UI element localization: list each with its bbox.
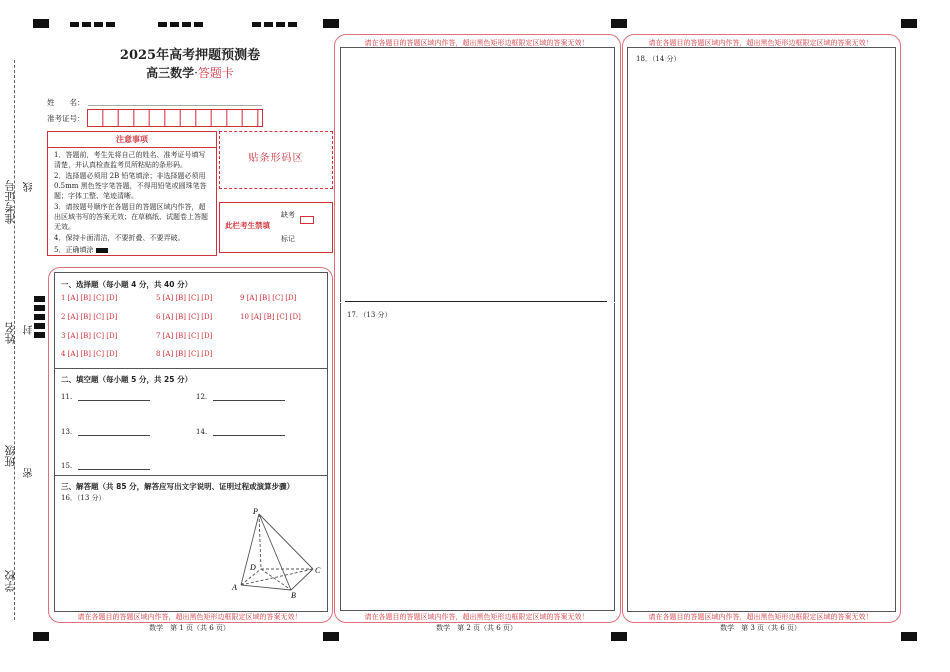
side-feng-label: 封 xyxy=(24,325,35,335)
side-xian-label: 线 xyxy=(24,182,35,192)
notice-item: 3．请按题号顺序在各题目的答题区域内作答，超出区域书写的答案无效；在草稿纸、试题卷上答题无效。 xyxy=(54,203,208,231)
side-school-label: 学校 xyxy=(4,570,17,592)
edge-ab xyxy=(241,585,291,590)
timing-mark xyxy=(252,22,298,27)
choice-q4[interactable]: 4 [A] [B] [C] [D] xyxy=(61,350,118,358)
timing-mark xyxy=(901,19,917,28)
notice-item: 1．答题前，考生先将自己的姓名、准考证号填写清楚，并认真检查监考员所粘贴的条形码。 xyxy=(54,151,206,169)
timing-mark xyxy=(323,632,339,641)
fill-q14[interactable] xyxy=(196,428,285,436)
notice-box xyxy=(47,131,217,256)
page2-warning-top: 请在各题目的答题区域内作答，超出黑色矩形边框限定区域的答案无效！ xyxy=(364,39,589,47)
barcode-label: 贴条形码区 xyxy=(248,153,304,164)
fill-title: 二、填空题（每小题 5 分，共 25 分） xyxy=(61,375,193,384)
timing-mark xyxy=(611,19,627,28)
q17-answer-area[interactable] xyxy=(340,303,615,611)
absent-box xyxy=(219,202,333,253)
timing-mark xyxy=(901,632,917,641)
name-field[interactable] xyxy=(88,105,262,106)
q17-label: 17．（13 分） xyxy=(347,311,392,319)
side-id-label: 准考证号 xyxy=(4,180,17,224)
timing-mark xyxy=(158,22,204,27)
fill-q15[interactable] xyxy=(61,462,150,470)
solve-title: 三、解答题（共 85 分，解答应写出文字说明、证明过程或演算步骤） xyxy=(61,482,295,491)
choice-q8[interactable]: 8 [A] [B] [C] [D] xyxy=(156,350,213,358)
timing-mark xyxy=(611,632,627,641)
page3-warning-top: 请在各题目的答题区域内作答，超出黑色矩形边框限定区域的答案无效！ xyxy=(648,39,873,47)
fill-q15-label: 15. xyxy=(61,462,73,470)
exam-id-label: 准考证号： xyxy=(47,114,85,123)
pyramid-figure xyxy=(231,506,325,598)
barcode-area xyxy=(219,131,333,189)
subtitle-answer-card: 答题卡 xyxy=(197,66,234,80)
fill-q12[interactable] xyxy=(196,393,285,401)
fill-q13-label: 13. xyxy=(61,428,73,436)
edge-pa xyxy=(241,514,259,585)
notice-item xyxy=(54,245,212,255)
choice-q6[interactable]: 6 [A] [B] [C] [D] xyxy=(156,313,213,321)
fill-q13[interactable] xyxy=(61,428,150,436)
choice-section xyxy=(54,272,328,370)
absent-label: 此栏考生禁填 xyxy=(225,221,270,230)
page-title: 2025年高考押题预测卷 xyxy=(119,48,261,63)
q16-label: 16．（13 分） xyxy=(61,494,106,502)
page2-warning-bottom: 请在各题目的答题区域内作答，超出黑色矩形边框限定区域的答案无效！ xyxy=(364,613,589,621)
side-class-label: 班级 xyxy=(4,445,17,467)
section-divider xyxy=(345,301,607,302)
choice-title: 一、选择题（每小题 4 分，共 40 分） xyxy=(61,280,193,289)
q18-answer-area[interactable] xyxy=(627,47,896,612)
choice-q9[interactable]: 9 [A] [B] [C] [D] xyxy=(240,294,297,302)
exam-id-boxes[interactable] xyxy=(87,109,263,127)
timing-mark xyxy=(70,22,116,27)
choice-q1[interactable]: 1 [A] [B] [C] [D] xyxy=(61,294,118,302)
filled-example xyxy=(96,248,108,253)
edge-pc xyxy=(259,514,313,569)
q16-continued-area[interactable] xyxy=(340,47,615,302)
timing-mark xyxy=(33,632,49,641)
absent-mark-top: 缺考 xyxy=(281,211,295,219)
absent-mark-bottom: 标记 xyxy=(281,235,295,243)
timing-mark xyxy=(323,19,339,28)
fill-q11-label: 11. xyxy=(61,393,73,401)
label-p: P xyxy=(253,507,258,516)
notice-item-text: 5．正确填涂 xyxy=(54,246,94,254)
absent-mark-box[interactable] xyxy=(300,216,314,224)
notice-title: 注意事项 xyxy=(48,132,216,148)
side-name-label: 姓名 xyxy=(4,322,17,344)
page3-footer: 数学 第 3 页（共 6 页） xyxy=(720,624,801,632)
label-b: B xyxy=(291,591,296,598)
page3-warning-bottom: 请在各题目的答题区域内作答，超出黑色矩形边框限定区域的答案无效！ xyxy=(648,613,873,621)
fill-section xyxy=(54,368,328,477)
q18-label: 18．（14 分） xyxy=(636,55,681,63)
timing-mark xyxy=(33,19,49,28)
fill-q11[interactable] xyxy=(61,393,150,401)
page-subtitle xyxy=(100,64,280,81)
fill-q14-label: 14. xyxy=(196,428,208,436)
choice-q2[interactable]: 2 [A] [B] [C] [D] xyxy=(61,313,118,321)
label-c: C xyxy=(315,566,321,575)
page2-footer: 数学 第 2 页（共 6 页） xyxy=(436,624,517,632)
choice-q5[interactable]: 5 [A] [B] [C] [D] xyxy=(156,294,213,302)
side-mi-label: 密 xyxy=(24,468,35,478)
subtitle-subject: 高三数学 xyxy=(146,66,195,80)
choice-q10[interactable]: 10 [A] [B] [C] [D] xyxy=(240,313,301,321)
page1-footer: 数学 第 1 页（共 6 页） xyxy=(149,624,230,632)
edge-bc xyxy=(291,569,313,590)
choice-q3[interactable]: 3 [A] [B] [C] [D] xyxy=(61,332,118,340)
edge-pd xyxy=(259,514,261,569)
subtitle-dot: · xyxy=(194,66,198,80)
label-a: A xyxy=(232,583,237,592)
solve-section[interactable] xyxy=(54,475,328,612)
page1-warning: 请在各题目的答题区域内作答，超出黑色矩形边框限定区域的答案无效！ xyxy=(77,613,302,621)
choice-q7[interactable]: 7 [A] [B] [C] [D] xyxy=(156,332,213,340)
notice-item: 4．保持卡面清洁，不要折叠、不要弄破。 xyxy=(54,234,185,242)
fill-q12-label: 12. xyxy=(196,393,208,401)
label-d: D xyxy=(250,563,256,572)
notice-item: 2．选择题必须用 2B 铅笔填涂；非选择题必须用 0.5mm 黑色签字笔答题，不得用铅笔或圆珠笔答题；字体工整、笔迹清晰。 xyxy=(54,172,207,200)
name-label: 姓 名： xyxy=(47,98,85,107)
